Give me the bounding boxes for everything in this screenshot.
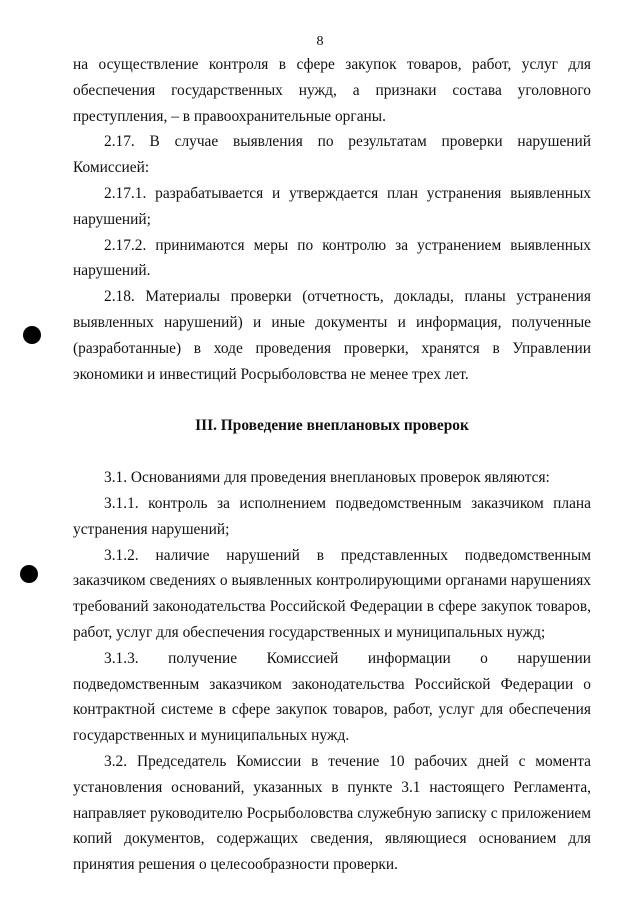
paragraph: 3.1.3. получение Комиссией информации о нарушении подведомственным заказчиком законодательства Российской Федерации о контрактной системе в сфере закупок товаров, работ, услуг для обеспечения государственных и муниципальных нужд. — [73, 649, 591, 745]
punch-hole-mark — [23, 326, 41, 344]
page-number: 8 — [316, 34, 324, 49]
paragraph: 2.17.2. принимаются меры по контролю за устранением выявленных нарушений. — [73, 236, 591, 280]
document-body — [73, 52, 591, 878]
punch-hole-mark — [20, 565, 38, 583]
paragraph: 2.17. В случае выявления по результатам проверки нарушений Комиссией: — [73, 133, 591, 177]
paragraph: 3.1. Основаниями для проведения внеплановых проверок являются: — [104, 469, 550, 487]
paragraph: на осуществление контроля в сфере закупок товаров, работ, услуг для обеспечения государственных нужд, а признаки состава уголовного преступления, – в правоохранительные органы. — [73, 56, 591, 125]
paragraph: 3.1.2. наличие нарушений в представленных подведомственным заказчиком сведениях о выявленных контролирующими органами нарушениях требований законодательства Российской Федерации в сфере закупок товаров, работ, услуг для обеспечения государственных и муниципальных нужд; — [73, 546, 591, 641]
paragraph: 2.18. Материалы проверки (отчетность, доклады, планы устранения выявленных нарушений) и иные документы и информация, полученные (разработанные) в ходе проведения проверки, хранятся в Управлении экономики и инвестиций Росрыболовства не менее трех лет. — [73, 288, 591, 383]
paragraph: 3.2. Председатель Комиссии в течение 10 рабочих дней с момента установления оснований, указанных в пункте 3.1 настоящего Регламента, направляет руководителю Росрыболовства служебную записку с приложением копий документов, содержащих сведения, являющиеся основанием для принятия решения о целесообразности проверки. — [73, 752, 591, 874]
paragraph: 3.1.1. контроль за исполнением подведомственным заказчиком плана устранения нарушений; — [73, 494, 591, 538]
section-heading: III. Проведение внеплановых проверок — [195, 417, 469, 435]
paragraph: 2.17.1. разрабатывается и утверждается план устранения выявленных нарушений; — [73, 184, 591, 228]
